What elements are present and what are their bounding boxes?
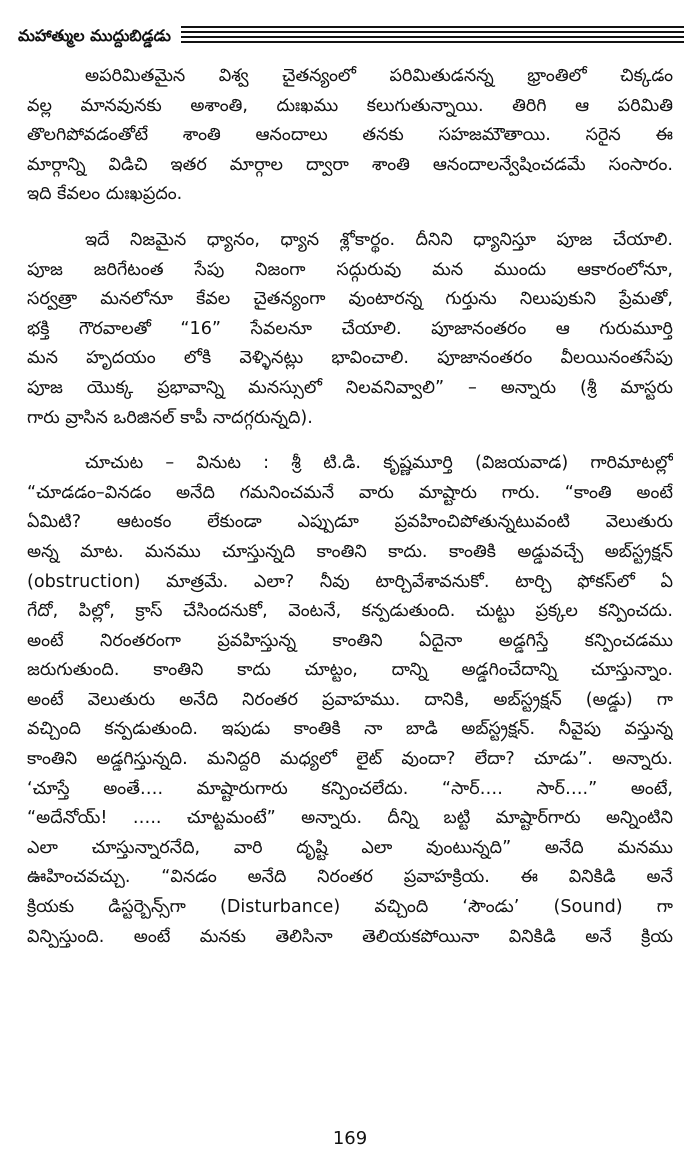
text-line: ఊహించవచ్చు. “వినడం అనేది నిరంతర ప్రవాహక్రియ. ఈ వినికిడి అనే [27,867,673,888]
paragraph-3 [27,449,673,952]
text-line: ఇది కేవలం దుఃఖప్రదం. [27,184,183,205]
header-title: మహాత్ముల ముద్దుబిడ్డడు [18,26,171,45]
text-line: గారు వ్రాసిన ఒరిజినల్ కాపీ నాదగ్గరున్నది). [27,407,313,428]
text-line: అపరిమితమైన విశ్వ చైతన్యంలో పరిమితుడనన్న భ్రాంతిలో చిక్కడం [85,66,673,86]
text-line: ఎలా చూస్తున్నారనేది, వారి దృష్టి ఎలా వుంటున్నది” అనేది మనము [27,837,673,858]
text-line: అంటే నిరంతరంగా ప్రవహిస్తున్న కాంతిని ఏదైనా అడ్డగిస్తే కన్పించడము [27,630,673,651]
text-line: మన హృదయం లోకి వెళ్ళినట్లు భావించాలి. పూజానంతరం వీలయినంతసేపు [27,348,673,369]
text-line: ఏమిటి? ఆటంకం లేకుండా ఎప్పుడూ ప్రవహించిపోతున్నటువంటి వెలుతురు [27,512,673,533]
page-number: 169 [332,1128,368,1149]
text-line: విన్పిస్తుంది. అంటే మనకు తెలిసినా తెలియకపోయినా వినికిడి అనే క్రియ [27,926,673,947]
text-line: వల్ల మానవునకు అశాంతి, దుఃఖము కలుగుతున్నాయి. తిరిగి ఆ పరిమితి [27,95,673,116]
text-line: ‘చూస్తే అంతే…. మాష్టారుగారు కన్పించలేదు. “సార్…. సార్….” అంటే, [27,778,673,799]
paragraph-1 [27,62,673,210]
paragraph-gap [27,433,673,449]
text-line: భక్తి గౌరవాలతో “16” సేవలనూ చేయాలి. పూజానంతరం ఆ గురుమూర్తి [27,318,673,339]
text-line: జరుగుతుంది. కాంతిని కాదు చూట్టం, దాన్ని అడ్డగించేదాన్ని చూస్తున్నాం. [27,660,673,681]
text-line: “చూడడం–వినడం అనేది గమనించమనే వారు మాష్టారు గారు. “కాంతి అంటే [27,482,673,503]
text-line: తొలగిపోవడంతోటే శాంతి ఆనందాలు తనకు సహజమౌతాయి. సరైన ఈ [27,125,673,146]
text-line: పూజ యొక్క ప్రభావాన్ని మనస్సులో నిలవనివ్వాలి” – అన్నారు (శ్రీ మాస్టరు [27,377,673,398]
text-line: (obstruction) మాత్రమే. ఎలా? నీవు టార్చివేశావనుకో. టార్చి ఫోకస్‌లో ఏ [27,571,673,592]
paragraph-2 [27,226,673,433]
text-line: అంటే వెలుతురు అనేది నిరంతర ప్రవాహము. దానికి, అబ్‌స్ట్రక్షన్ (అడ్డు) గా [27,689,673,710]
text-line: క్రియకు డిస్టర్బెన్స్‌గా (Disturbance) వచ్చింది ‘సౌండు’ (Sound) గా [27,897,673,918]
text-line: “అదేనోయ్! ….. చూట్టమంటే” అన్నారు. దీన్ని బట్టి మాష్టార్‌గారు అన్నింటిని [27,808,673,829]
paragraph-gap [27,210,673,226]
text-line: కాంతిని అడ్డగిస్తున్నది. మనిద్దరి మధ్యలో లైట్ వుందా? లేదా? చూడు”. అన్నారు. [27,749,673,770]
text-line: గేదో, పిల్లో, క్రాస్ చేసిందనుకో, వెంటనే, కన్పడుతుంది. చుట్టు ప్రక్కల కన్పించదు. [27,601,673,622]
text-line: చూచుట – వినుట : శ్రీ టి.డి. కృష్ణమూర్తి (విజయవాడ) గారిమాటల్లో [85,453,673,474]
text-line: అన్న మాట. మనము చూస్తున్నది కాంతిని కాదు. కాంతికి అడ్డువచ్చే అబ్‌స్ట్రక్షన్ [27,541,673,562]
text-line: వచ్చింది కన్పడుతుంది. ఇపుడు కాంతికి నా బాడి అబ్‌స్ట్రక్షన్. నీవైపు వస్తున్న [27,719,673,740]
running-header [18,24,684,48]
header-rule [181,26,684,46]
text-line: పూజ జరిగేటంత సేపు నిజంగా సద్గురువు మన ముందు ఆకారంలోనూ, [27,259,673,280]
text-line: సర్వత్రా మనలోనూ కేవల చైతన్యంగా వుంటారన్న గుర్తును నిలుపుకుని ప్రేమతో, [27,289,673,310]
body-text [27,62,673,952]
text-line: ఇదే నిజమైన ధ్యానం, ధ్యాన శ్లోకార్థం. దీనిని ధ్యానిస్తూ పూజ చేయాలి. [85,229,673,250]
text-line: మార్గాన్ని విడిచి ఇతర మార్గాల ద్వారా శాంతి ఆనందాలన్వేషించడమే సంసారం. [27,154,673,175]
